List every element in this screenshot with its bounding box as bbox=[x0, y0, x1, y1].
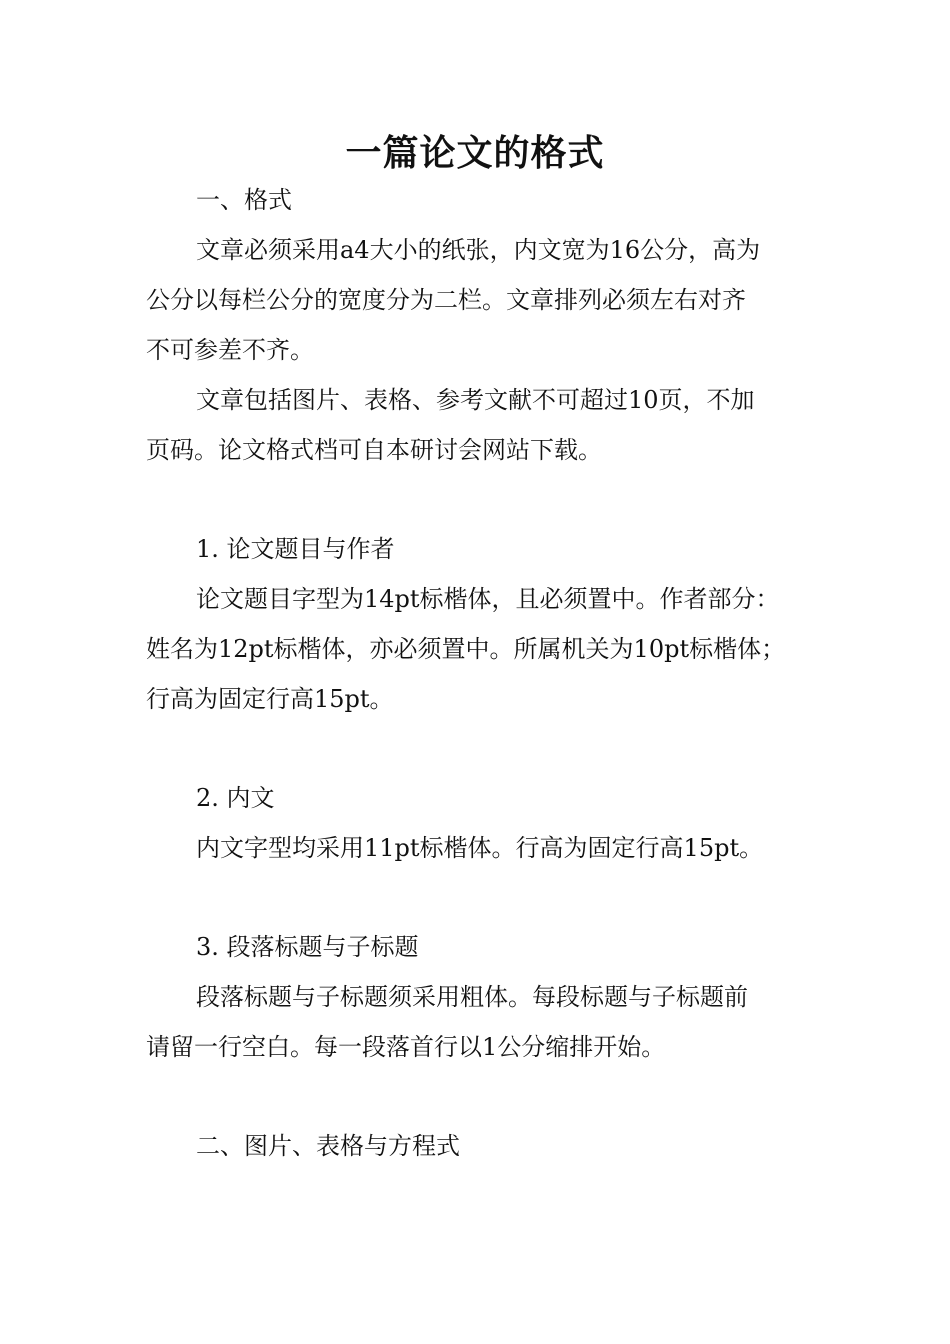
subsection-heading-title-author: 1. 论文题目与作者 bbox=[196, 535, 395, 563]
subsection-heading-body: 2. 内文 bbox=[196, 784, 275, 812]
paragraph-line: 内文字型均采用11pt标楷体。行高为固定行高15pt。 bbox=[196, 834, 764, 862]
paragraph-line: 论文题目字型为14pt标楷体，且必须置中。作者部分： bbox=[196, 585, 780, 613]
paragraph-line: 姓名为12pt标楷体，亦必须置中。所属机关为10pt标楷体； bbox=[146, 635, 786, 663]
section-heading-figures-tables: 二、图片、表格与方程式 bbox=[196, 1132, 460, 1160]
paragraph-line: 公分以每栏公分的宽度分为二栏。文章排列必须左右对齐 bbox=[146, 286, 746, 314]
paragraph-line: 段落标题与子标题须采用粗体。每段标题与子标题前 bbox=[196, 983, 748, 1011]
document-title: 一篇论文的格式 bbox=[345, 132, 605, 174]
paragraph-line: 不可参差不齐。 bbox=[146, 336, 314, 364]
paragraph-line: 文章包括图片、表格、参考文献不可超过10页，不加 bbox=[196, 386, 755, 414]
paragraph-line: 文章必须采用a4大小的纸张，内文宽为16公分，高为 bbox=[196, 236, 761, 264]
section-heading-format: 一、格式 bbox=[196, 186, 292, 214]
paragraph-line: 页码。论文格式档可自本研讨会网站下载。 bbox=[146, 436, 602, 464]
subsection-heading-paragraph-titles: 3. 段落标题与子标题 bbox=[196, 933, 419, 961]
paragraph-line: 请留一行空白。每一段落首行以1公分缩排开始。 bbox=[146, 1033, 666, 1061]
paragraph-line: 行高为固定行高15pt。 bbox=[146, 685, 394, 713]
